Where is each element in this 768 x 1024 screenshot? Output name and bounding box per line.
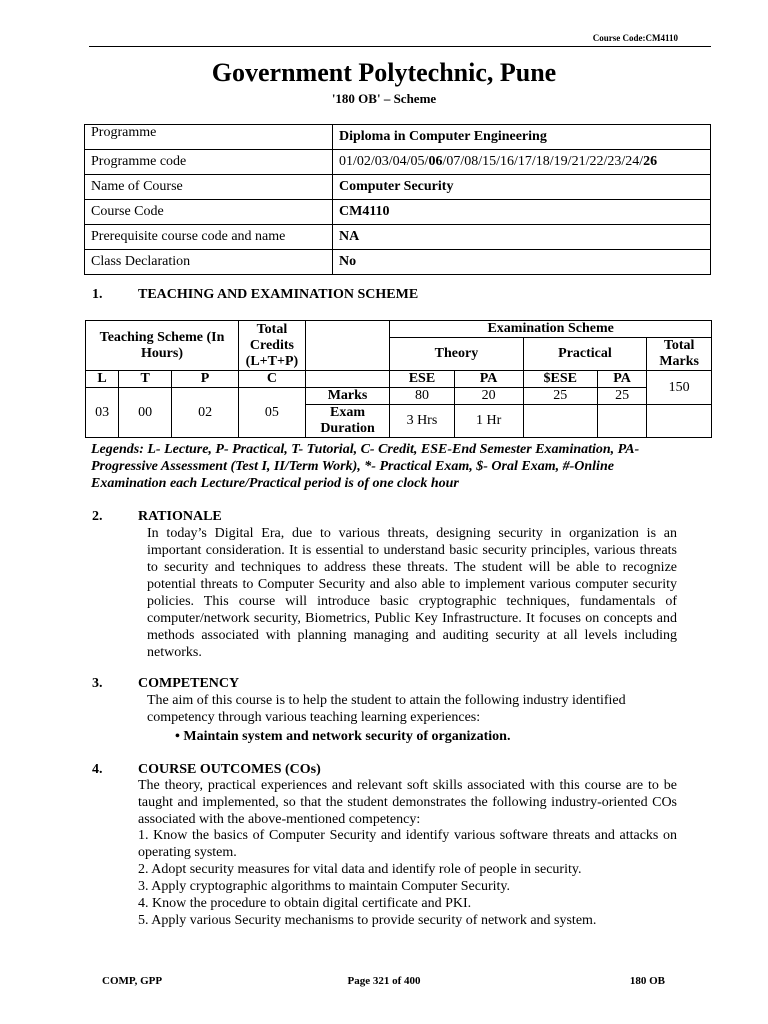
section-2-title: RATIONALE bbox=[138, 509, 222, 524]
sese-marks: 25 bbox=[523, 388, 597, 405]
document-subtitle: '180 OB' – Scheme bbox=[331, 91, 437, 106]
course-outcomes-intro: The theory, practical experiences and relevant soft skills associated with this course are to be taught and implemented, so that the student demonstrates the following industry-oriented COs associated with the above-mentioned competency: bbox=[138, 778, 677, 827]
course-code-header: Course Code:CM4110 bbox=[592, 33, 678, 43]
blank-cell bbox=[305, 371, 389, 388]
blank-header-cell bbox=[305, 321, 389, 371]
info-label: Name of Course bbox=[85, 175, 333, 200]
section-3-title: COMPETENCY bbox=[138, 676, 240, 691]
section-4-title: COURSE OUTCOMES (COs) bbox=[138, 762, 321, 777]
document-title: Government Polytechnic, Pune bbox=[211, 58, 557, 87]
total-credits-header: Total Credits (L+T+P) bbox=[239, 321, 306, 371]
info-row-prerequisite bbox=[85, 225, 711, 250]
section-2-number: 2. bbox=[92, 509, 103, 524]
section-3-number: 3. bbox=[92, 676, 103, 691]
info-label: Programme code bbox=[85, 150, 333, 175]
code-part-bold: 26 bbox=[643, 154, 658, 169]
info-label: Class Declaration bbox=[85, 250, 333, 275]
course-outcome-item: 2. Adopt security measures for vital data and identify role of people in security. bbox=[138, 862, 582, 877]
rationale-text: In today’s Digital Era, due to various threats, designing security in organization is an important consideration. It is essential to understand basic security principles, various threats to security and techniques to address these threats. The student will be able to recognize potential threats to Computer Security and also able to implement various computer security policies. This course will introduce basic cryptographic techniques, fundamentals of computer/network security, Biometrics, Public Key Infrastructure. It focuses on concepts and methods associated with planning managing and auditing security at all levels including networks. bbox=[147, 526, 677, 660]
ese-marks: 80 bbox=[390, 388, 454, 405]
col-p: P bbox=[172, 371, 239, 388]
section-4-number: 4. bbox=[92, 762, 103, 777]
info-value: CM4110 bbox=[333, 200, 711, 225]
exam-duration-label: Exam Duration bbox=[305, 405, 389, 438]
info-value: Computer Security bbox=[333, 175, 711, 200]
blank-cell bbox=[647, 405, 712, 438]
total-marks-value: 150 bbox=[647, 371, 712, 405]
marks-label: Marks bbox=[305, 388, 389, 405]
total-marks-header: Total Marks bbox=[647, 338, 712, 371]
header-rule bbox=[89, 46, 711, 47]
t-value: 00 bbox=[119, 388, 172, 438]
info-row-course-code bbox=[85, 200, 711, 225]
info-row-class-declaration bbox=[85, 250, 711, 275]
info-label: Course Code bbox=[85, 200, 333, 225]
code-part: 01/02/03/04/05/ bbox=[339, 154, 429, 169]
footer-left: COMP, GPP bbox=[102, 975, 163, 987]
course-outcome-item: 3. Apply cryptographic algorithms to maintain Computer Security. bbox=[138, 879, 510, 894]
code-part: /07/08/15/16/17/18/19/21/22/23/24/ bbox=[442, 154, 644, 169]
pa-duration: 1 Hr bbox=[454, 405, 523, 438]
legends-text: Legends: L- Lecture, P- Practical, T- Tutorial, C- Credit, ESE-End Semester Examination, PA- Progressive Assessment (Test I, II/Term Work), *- Practical Exam, $- Oral Exam, #-Online Examination each Lecture/Practical period is of one clock hour bbox=[91, 442, 640, 491]
info-row-programme-code bbox=[85, 150, 711, 175]
section-1-number: 1. bbox=[92, 287, 103, 302]
info-value bbox=[333, 150, 711, 175]
col-ese: ESE bbox=[390, 371, 454, 388]
col-pa-practical: PA bbox=[597, 371, 646, 388]
code-part-bold: 06 bbox=[428, 154, 443, 169]
teaching-scheme-header: Teaching Scheme (In Hours) bbox=[86, 321, 239, 371]
course-info-table bbox=[84, 124, 711, 275]
competency-bullet: • Maintain system and network security of organization. bbox=[175, 729, 511, 744]
col-t: T bbox=[119, 371, 172, 388]
info-value: Diploma in Computer Engineering bbox=[333, 125, 711, 150]
ese-duration: 3 Hrs bbox=[390, 405, 454, 438]
col-pa: PA bbox=[454, 371, 523, 388]
info-value: NA bbox=[333, 225, 711, 250]
blank-cell bbox=[523, 405, 597, 438]
course-outcome-item: 4. Know the procedure to obtain digital certificate and PKI. bbox=[138, 896, 472, 911]
blank-cell bbox=[597, 405, 646, 438]
info-row-course-name bbox=[85, 175, 711, 200]
course-outcome-item: 1. Know the basics of Computer Security and identify various software threats and attacks on operating system. bbox=[138, 828, 677, 860]
section-1-title: TEACHING AND EXAMINATION SCHEME bbox=[138, 287, 419, 302]
col-sese: $ESE bbox=[523, 371, 597, 388]
course-outcomes-list bbox=[138, 827, 677, 929]
l-value: 03 bbox=[86, 388, 119, 438]
practical-header: Practical bbox=[523, 338, 647, 371]
pa-marks: 20 bbox=[454, 388, 523, 405]
footer-page-number: Page 321 of 400 bbox=[347, 975, 421, 987]
c-value: 05 bbox=[239, 388, 306, 438]
exam-scheme-header: Examination Scheme bbox=[390, 321, 712, 338]
teaching-exam-scheme-table bbox=[85, 320, 712, 438]
col-c: C bbox=[239, 371, 306, 388]
info-label: Prerequisite course code and name bbox=[85, 225, 333, 250]
info-row-programme bbox=[85, 125, 711, 150]
footer-right: 180 OB bbox=[629, 975, 665, 987]
info-value: No bbox=[333, 250, 711, 275]
competency-text: The aim of this course is to help the student to attain the following industry identified competency through various teaching learning experiences: bbox=[147, 693, 626, 725]
col-l: L bbox=[86, 371, 119, 388]
p-value: 02 bbox=[172, 388, 239, 438]
course-outcome-item: 5. Apply various Security mechanisms to provide security of network and system. bbox=[138, 913, 597, 928]
pa-practical-marks: 25 bbox=[597, 388, 646, 405]
theory-header: Theory bbox=[390, 338, 523, 371]
info-label: Programme bbox=[85, 125, 333, 150]
